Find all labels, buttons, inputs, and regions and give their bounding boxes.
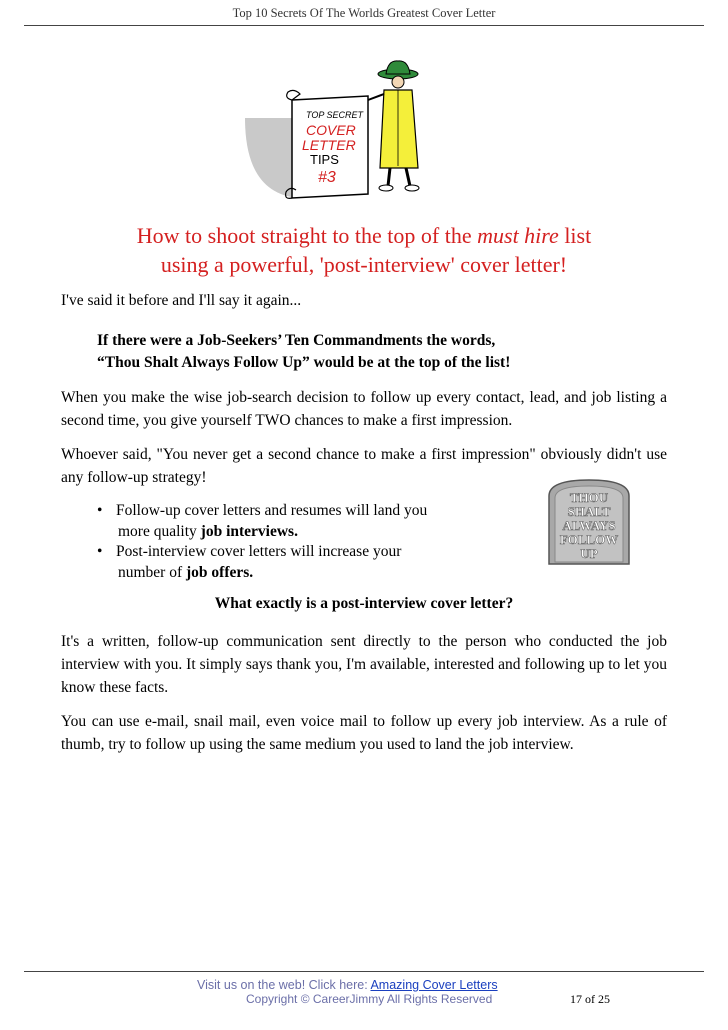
- scroll-letter: LETTER: [302, 137, 356, 153]
- top-secret-tips-illustration: [240, 58, 430, 206]
- header-rule: [24, 25, 704, 26]
- scroll-tips: TIPS: [310, 152, 339, 167]
- footer-visit: Visit us on the web! Click here: Amazing Cover Letters: [197, 978, 498, 992]
- footer-link[interactable]: Amazing Cover Letters: [370, 978, 498, 992]
- tombstone-illustration: [545, 478, 635, 566]
- page-header-title: Top 10 Secrets Of The Worlds Greatest Cover Letter: [232, 6, 496, 20]
- tombstone-line-4: FOLLOW: [559, 532, 619, 547]
- detective-figure: [368, 61, 419, 191]
- paragraph-two-chances: When you make the wise job-search decision to follow up every contact, lead, and job listing a second time, you give yourself TWO chances to make a first impression.: [61, 389, 667, 429]
- subheading: What exactly is a post-interview cover letter?: [214, 595, 514, 612]
- tombstone-line-3: ALWAYS: [562, 518, 616, 533]
- heading-line-2: using a powerful, 'post-interview' cover letter!: [160, 252, 568, 277]
- paragraph-definition: It's a written, follow-up communication sent directly to the person who conducted the job interview with you. It simply says thank you, I'm available, interested and following up to let you know these facts.: [61, 633, 667, 696]
- paragraph-second-chance: Whoever said, "You never get a second chance to make a first impression" obviously didn't use any follow-up strategy!: [61, 446, 667, 486]
- tombstone-line-5: UP: [580, 546, 598, 561]
- intro-text: I've said it before and I'll say it again...: [61, 292, 302, 309]
- tombstone-line-2: SHALT: [567, 504, 611, 519]
- section-heading: [0, 221, 728, 279]
- paragraph-medium: You can use e-mail, snail mail, even voice mail to follow up every job interview. As a rule of thumb, try to follow up using the same medium you used to land the job interview.: [61, 713, 667, 753]
- commandment-quote: If there were a Job-Seekers’ Ten Commandments the words, “Thou Shalt Always Follow Up” would be at the top of the list!: [97, 332, 511, 371]
- tombstone-line-1: THOU: [569, 490, 609, 505]
- scroll-top-secret: TOP SECRET: [306, 110, 364, 120]
- bullet-item: • Follow-up cover letters and resumes will land you more quality job interviews.: [97, 502, 428, 540]
- footer-rule: [24, 971, 704, 972]
- bullet-item: • Post-interview cover letters will increase your number of job offers.: [97, 543, 402, 581]
- heading-line-1: How to shoot straight to the top of the must hire list: [136, 223, 592, 248]
- scroll-cover: COVER: [306, 122, 356, 138]
- page-number: 17 of 25: [570, 992, 610, 1006]
- scroll-number: #3: [318, 169, 336, 186]
- scroll-top-curl: [287, 90, 300, 100]
- footer-copyright: Copyright © CareerJimmy All Rights Reserved: [246, 992, 493, 1006]
